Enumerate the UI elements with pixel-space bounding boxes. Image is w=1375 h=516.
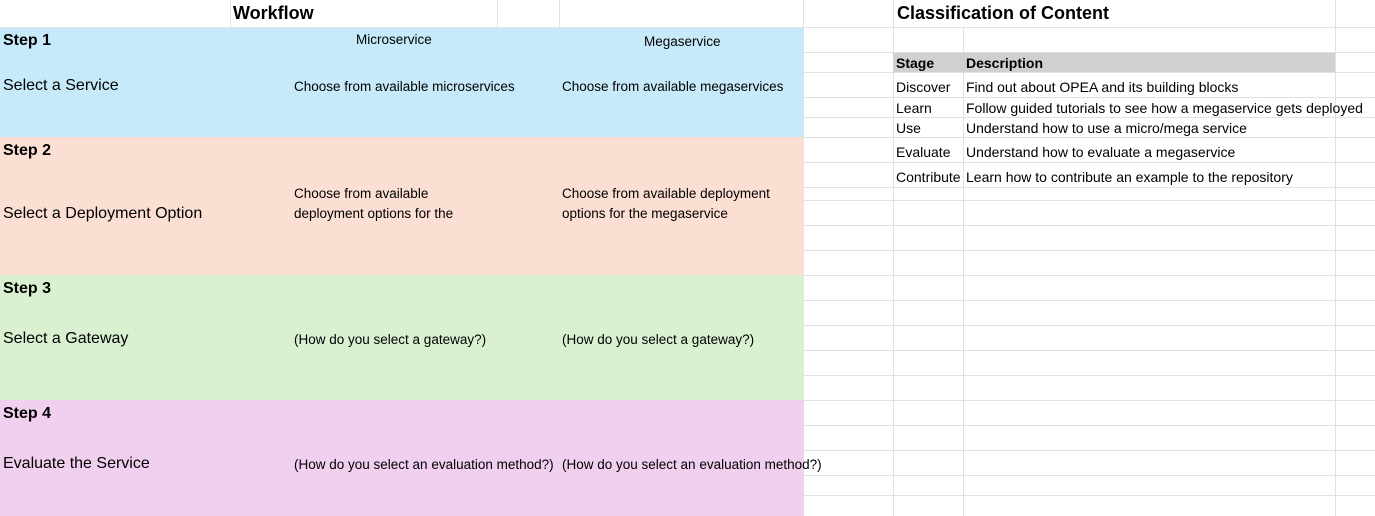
step-3-label[interactable]: Step 3 [3, 280, 52, 297]
grid-line [803, 400, 1375, 401]
microservice-column-header[interactable]: Microservice [356, 32, 432, 47]
step-1-megaservice-cell[interactable]: Choose from available megaservices [562, 79, 784, 94]
step-2-megaservice-cell[interactable]: Choose from available deployment options for the megaservice [562, 186, 770, 221]
step-2-microservice-cell[interactable]: Choose from available deployment options for the [294, 186, 454, 221]
grid-line [803, 475, 1375, 476]
step-1-label[interactable]: Step 1 [3, 32, 52, 49]
grid-line [803, 225, 1375, 226]
step-4-label[interactable]: Step 4 [3, 405, 52, 422]
grid-line [803, 450, 1375, 451]
workflow-title[interactable]: Workflow [233, 3, 314, 23]
grid-line [803, 97, 1375, 98]
grid-line [803, 187, 1375, 188]
grid-line [230, 0, 231, 28]
grid-line [893, 0, 894, 516]
stage-cell-use[interactable]: Use [896, 120, 921, 136]
grid-line [803, 72, 1375, 73]
step-4-action[interactable]: Evaluate the Service [3, 455, 150, 472]
stage-cell-evaluate[interactable]: Evaluate [896, 144, 951, 160]
grid-line [803, 325, 1375, 326]
step-2-action[interactable]: Select a Deployment Option [3, 205, 203, 222]
step-4-microservice-cell[interactable]: (How do you select an evaluation method?) [294, 457, 554, 472]
description-cell-evaluate[interactable]: Understand how to evaluate a megaservice [966, 144, 1236, 160]
grid-line [803, 425, 1375, 426]
grid-line [803, 375, 1375, 376]
grid-line [963, 28, 964, 516]
step-1-microservice-cell[interactable]: Choose from available microservices [294, 79, 515, 94]
step-3-microservice-cell[interactable]: (How do you select a gateway?) [294, 332, 487, 347]
grid-line [803, 117, 1375, 118]
step-3-megaservice-cell[interactable]: (How do you select a gateway?) [562, 332, 755, 347]
stage-cell-discover[interactable]: Discover [896, 79, 951, 95]
grid-line [803, 495, 1375, 496]
grid-line [803, 200, 1375, 201]
grid-line [1335, 0, 1336, 516]
grid-line [803, 137, 1375, 138]
step-1-action[interactable]: Select a Service [3, 77, 119, 94]
grid-line [803, 275, 1375, 276]
megaservice-column-header[interactable]: Megaservice [644, 34, 721, 49]
grid-line [559, 0, 560, 28]
step-3-action[interactable]: Select a Gateway [3, 330, 129, 347]
step-2-label[interactable]: Step 2 [3, 142, 52, 159]
grid-line [803, 350, 1375, 351]
description-column-header[interactable]: Description [966, 55, 1044, 71]
stage-cell-learn[interactable]: Learn [896, 100, 932, 116]
description-cell-contribute[interactable]: Learn how to contribute an example to the repository [966, 169, 1293, 185]
grid-line [497, 0, 498, 28]
description-cell-use[interactable]: Understand how to use a micro/mega service [966, 120, 1247, 136]
description-cell-discover[interactable]: Find out about OPEA and its building blocks [966, 79, 1239, 95]
classification-header-row [893, 53, 1335, 72]
grid-line [803, 250, 1375, 251]
grid-line [803, 300, 1375, 301]
classification-title[interactable]: Classification of Content [897, 3, 1110, 23]
stage-column-header[interactable]: Stage [896, 55, 935, 71]
stage-cell-contribute[interactable]: Contribute [896, 169, 961, 185]
description-cell-learn[interactable]: Follow guided tutorials to see how a megaservice gets deployed [966, 100, 1363, 116]
step-4-megaservice-cell[interactable]: (How do you select an evaluation method?) [562, 457, 822, 472]
grid-line [803, 162, 1375, 163]
